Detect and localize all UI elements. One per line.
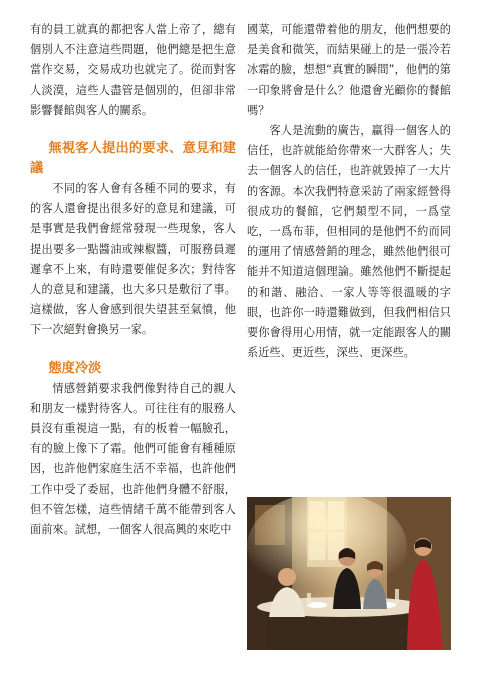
section-body-ignoring-requests: 不同的客人會有各種不同的要求，有的客人還會提出很多好的意見和建議，可是事實是我們會經常發現一些現象，客人提出要多一點醬油或辣椒醬，可服務員遲遲拿不上來，有時還要催促多次；對待客人的意見和建議，也大多只是敷衍了事。這樣做，客人會感到很失望甚至氣憤，他下一次絕對會換另一家。 — [30, 182, 236, 337]
section-heading-cold-attitude: 態度冷淡 — [48, 360, 102, 376]
section-heading-ignoring-requests: 無視客人提出的要求、意見和建議 — [30, 141, 236, 177]
section-body-cold-attitude: 情感營銷要求我們像對待自己的親人和朋友一樣對待客人。可往往有的服務人員沒有重視這一點，有的板着一幅臉孔，有的臉上像下了霜。他們可能會有種種原因，也許他們家庭生活不幸福，也許他們工作中受了委屈，也許他們身體不舒服，但不管怎樣，這些情緒千萬不能帶到客人面前來。試想，一個客人很高興的來吃中 — [30, 381, 236, 537]
photo-illustration — [247, 497, 451, 650]
intro-paragraph: 有的員工就真的都把客人當上帝了，總有個別人不注意這些問題，他們總是把生意當作交易，交易成功也就完了。從而對客人淡漠，這些人盡管是個別的，但卻非常影響餐館與客人的關系。 — [30, 23, 236, 117]
left-column — [30, 20, 236, 540]
restaurant-dining-photo — [247, 497, 451, 650]
closing-paragraph: 客人是流動的廣告，贏得一個客人的信任，也許就能給你帶來一大群客人；失去一個客人的信任，也許就毀掉了一大片的客源。本次我們特意采訪了兩家經營得很成功的餐館，它們類型不同，一爲堂吃，一爲布菲，但相同的是他們不約而同的運用了情感營銷的理念，雖然他們很可能并不知道這個理論。雖然他們不斷提起的和諧、融洽、一家人等等很溫暖的字眼，也許你一時還難做到，但我們相信只要你會得用心用情，就一定能跟客人的關系近些、更近些，深些、更深些。 — [247, 124, 451, 360]
right-column — [247, 20, 451, 363]
continuation-paragraph: 國菜，可能還帶着他的朋友，他們想要的是美食和微笑，而結果碰上的是一張冷若冰霜的臉，想想“真實的瞬間”，他們的第一印象將會是什么？他還會光顧你的餐館嗎？ — [247, 23, 451, 117]
